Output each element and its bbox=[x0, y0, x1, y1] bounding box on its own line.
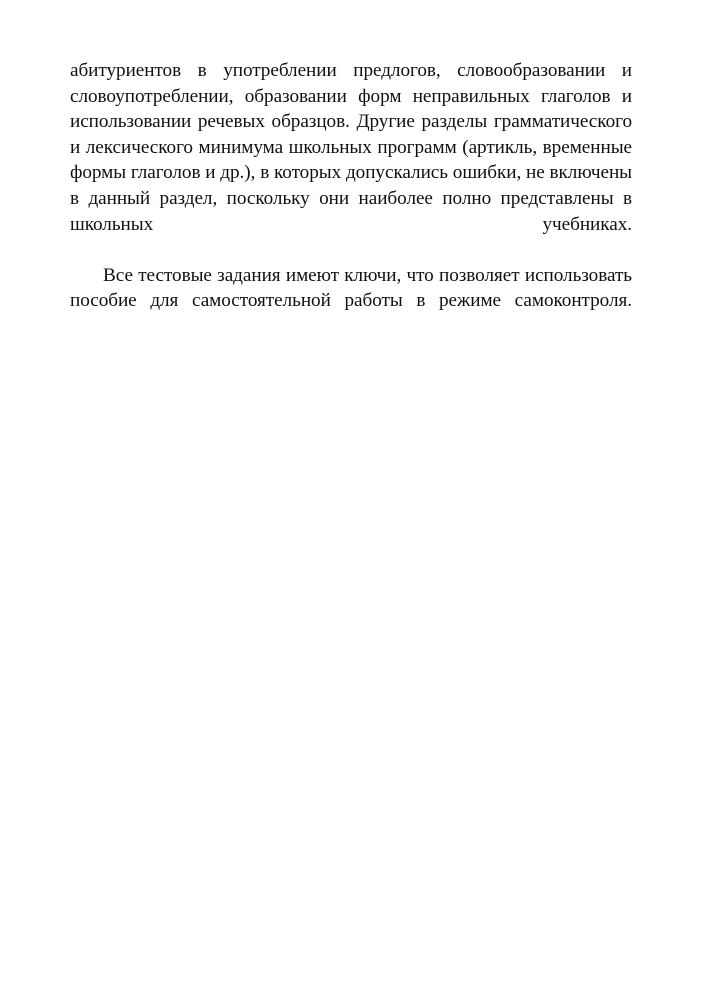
body-paragraph-keys: Все тестовые задания имеют ключи, что позволяет использовать пособие для самостоятельной работы в режиме самоконтроля. bbox=[70, 264, 632, 312]
body-paragraph-continued: абитуриентов в употреблении предлогов, словообразовании и словоупотреблении, образовании форм неправильных глаголов и использовании речевых образцов. Другие разделы грамматического и лексического минимума школьных программ (артикль, временные формы глаголов и др.), в которых допускались ошибки, не включены в данный раздел, поскольку они наиболее полно представлены в школьных учебниках. bbox=[70, 60, 632, 235]
page-text-block bbox=[70, 58, 632, 340]
